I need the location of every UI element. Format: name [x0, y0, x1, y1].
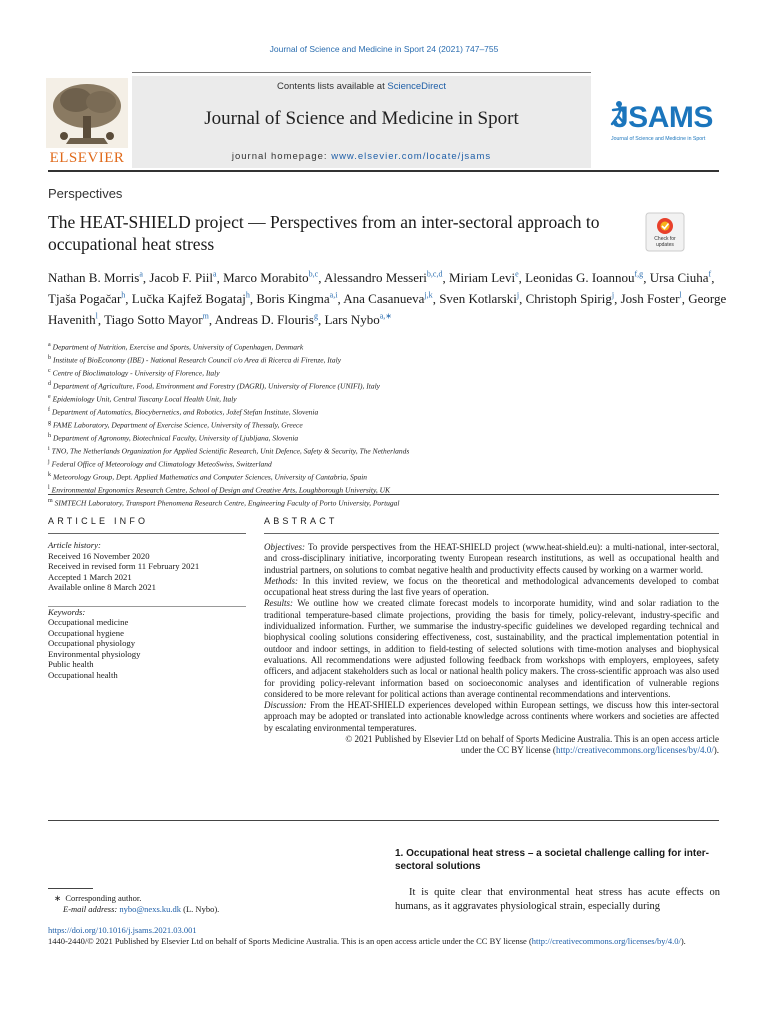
author[interactable]	[132, 291, 250, 306]
footnote-rule	[48, 888, 93, 889]
keyword-item: Occupational physiology	[48, 638, 136, 648]
article-info-heading: ARTICLE INFO	[48, 516, 149, 526]
keywords-label: Keywords:	[48, 606, 86, 617]
abstract-rule	[264, 533, 719, 534]
homepage-label: journal homepage:	[231, 151, 332, 162]
affiliation-text: Environmental Ergonomics Research Centre, School of Design and Creative Arts, Loughborough University, UK	[51, 485, 391, 495]
author-affiliation-marker[interactable]: f	[708, 270, 712, 279]
affiliation-key: g	[48, 420, 51, 426]
author-affiliation-marker[interactable]: b,c,d	[426, 270, 443, 279]
author-affiliation-marker[interactable]: m	[202, 311, 209, 321]
affiliation-text: Institute of BioEconomy (IBE) - National Research Council c/o Area di Ricerca di Firenze, Italy	[53, 355, 342, 365]
affiliation-key: e	[48, 394, 51, 400]
affiliation-key: b	[48, 355, 51, 361]
keyword-item: Public health	[48, 659, 94, 669]
affiliation-key: i	[48, 446, 50, 452]
abstract-body	[264, 542, 719, 757]
author-name: Leonidas G. Ioannou	[525, 270, 635, 286]
affiliation-item	[48, 366, 728, 379]
author-name: Sven Kotlarski	[439, 291, 517, 307]
affiliation-text: Department of Automatics, Biocybernetics, and Robotics, Jožef Stefan Institute, Slovenia	[52, 407, 319, 417]
author-name: Alessandro Messeri	[324, 270, 427, 286]
elsevier-wordmark: ELSEVIER	[49, 150, 125, 166]
contents-prefix: Contents lists available at	[277, 81, 388, 92]
history-list	[48, 551, 248, 593]
author-name: Tjaša Pogačar	[48, 291, 122, 307]
author-name: Marco Morabito	[223, 270, 309, 286]
affiliation-item	[48, 418, 728, 431]
author-affiliation-marker[interactable]: h	[121, 290, 126, 300]
check-for-updates-button[interactable]	[645, 212, 685, 252]
author[interactable]	[650, 270, 712, 285]
results-label: Results:	[264, 598, 293, 609]
affiliation-item	[48, 340, 728, 353]
keywords-rule	[48, 606, 246, 607]
author-name: Tiago Sotto Mayor	[104, 311, 203, 327]
affiliation-key: c	[48, 368, 51, 374]
abstract-methods	[264, 576, 719, 599]
author[interactable]	[149, 270, 216, 285]
affiliation-text: SIMTECH Laboratory, Transport Phenomena Research Centre, Engineering Faculty of Porto University, Portugal	[54, 498, 400, 508]
affiliation-key: k	[48, 472, 51, 478]
affiliation-text: Federal Office of Meteorology and Climatology MeteoSwiss, Switzerland	[51, 459, 272, 469]
copyright-suffix: ).	[713, 745, 719, 756]
sciencedirect-link[interactable]: ScienceDirect	[387, 81, 446, 92]
history-item: Received in revised form 11 February 2021	[48, 561, 200, 571]
journal-title: Journal of Science and Medicine in Sport	[204, 108, 519, 129]
history-item: Available online 8 March 2021	[48, 582, 156, 592]
affiliation-list	[48, 340, 728, 509]
author-affiliation-marker[interactable]: a,i	[329, 290, 338, 300]
affiliation-text: Department of Agronomy, Biotechnical Faculty, University of Ljubljana, Slovenia	[53, 433, 299, 443]
methods-text: In this invited review, we focus on the theoretical and methodological advancements developed to combat occupational heat stress during the last five years of operation.	[264, 575, 719, 598]
affiliation-item	[48, 444, 728, 457]
copyright-prefix: under the CC BY license (	[461, 745, 556, 756]
check-updates-label: Check for updates	[654, 236, 676, 248]
keyword-item: Occupational hygiene	[48, 627, 124, 638]
affiliation-text: Epidemiology Unit, Central Tuscany Local Health Unit, Italy	[52, 394, 237, 404]
article-info-panel	[48, 540, 248, 680]
author-affiliation-marker[interactable]: h	[245, 290, 250, 300]
author[interactable]	[48, 291, 125, 306]
author-name: Boris Kingma	[256, 291, 330, 307]
keyword-list	[48, 617, 248, 680]
cc-license-link[interactable]: http://creativecommons.org/licenses/by/4.0/	[555, 745, 714, 756]
abstract-discussion	[264, 700, 719, 734]
affiliation-item	[48, 379, 728, 392]
affiliation-text: FAME Laboratory, Department of Exercise Science, University of Thessaly, Greece	[53, 420, 303, 430]
author[interactable]	[449, 270, 519, 285]
issn-text: 1440-2440/© 2021 Published by Elsevier Ltd on behalf of Sports Medicine Australia. This is an open access article under the CC BY license (	[48, 936, 532, 946]
corresponding-author-footnote	[54, 893, 374, 915]
header-bottom-rule	[48, 170, 719, 172]
author[interactable]	[215, 312, 318, 327]
author[interactable]	[526, 291, 615, 306]
author-name: Nathan B. Morris	[48, 270, 140, 286]
author-affiliation-marker[interactable]: a,∗	[379, 311, 392, 321]
author[interactable]	[223, 270, 318, 285]
corresponding-label: Corresponding author.	[65, 893, 142, 903]
affiliation-key: m	[48, 498, 53, 504]
section-1-text: It is quite clear that environmental heat stress has acute effects on humans, as it aggravates physiological strain, especially during	[395, 887, 720, 912]
results-text: We outline how we created climate forecast models to incorporate humidity, wind and solar radiation to the traditional temperature-based climate projections, providing the basis for timely, policy-relevant, industry-specific and individualized information. Further, we summarise the industry-specific guidelines we developed regarding technical and biophysical cooling solutions considering effectiveness, cost, sustainability, and the practical implementation potential in outdoor and indoor settings, in addition to field-testing of selected solutions with time-motion analyses and biophysical evaluations. All recommendations were adjusted following feedback from workshops with employers, employees, safety officers, and adjacent stakeholders such as local or national health policy makers. The cross-scientific approach was also used for providing policy-relevant information based on socioeconomic analyses and identification of vulnerable regions considered to be more relevant for political actions than average continental recommendations and interventions.	[264, 598, 719, 699]
affiliation-key: j	[48, 459, 50, 465]
keyword-item: Occupational medicine	[48, 617, 129, 627]
history-item: Received 16 November 2020	[48, 550, 150, 561]
affiliation-text: TNO, The Netherlands Organization for Applied Scientific Research, Unit Defence, Safety & Security, The Netherlands	[51, 446, 410, 456]
objectives-text: To provide perspectives from the HEAT-SHIELD project (www.heat-shield.eu): a multi-national, inter-sectoral, and cross-disciplinary initiative, incorporating twenty European research institutions, as well as occupational health and industrial partners, on solutions to combat negative health and productivity effects caused by working on a warmer world.	[264, 542, 719, 575]
section-1-heading: 1. Occupational heat stress – a societal challenge calling for inter-sectoral solutions	[395, 848, 709, 872]
discussion-label: Discussion:	[264, 700, 307, 711]
issn-license-line	[48, 936, 728, 947]
affiliation-key: h	[48, 433, 51, 439]
affiliation-key: l	[48, 485, 50, 491]
author-name: Miriam Levi	[448, 270, 516, 286]
abstract-objectives	[264, 542, 719, 576]
author[interactable]	[256, 291, 337, 306]
section-divider	[48, 494, 719, 495]
doi-link[interactable]: https://doi.org/10.1016/j.jsams.2021.03.001	[48, 925, 197, 935]
affiliation-text: Department of Agriculture, Food, Environment and Forestry (DAGRI), University of Florence (UNIFI), Italy	[53, 381, 381, 391]
author-affiliation-marker[interactable]: e	[515, 270, 519, 279]
jsams-logo-subtitle: Journal of Science and Medicine in Sport	[611, 136, 706, 142]
journal-reference[interactable]: Journal of Science and Medicine in Sport 24 (2021) 747–755	[269, 44, 499, 54]
author[interactable]	[343, 291, 432, 306]
author-affiliation-marker[interactable]: j	[611, 290, 615, 300]
author-affiliation-marker[interactable]: a	[213, 270, 217, 279]
article-title: The HEAT-SHIELD project — Perspectives from an inter-sectoral approach to occupational heat stress	[48, 212, 600, 254]
journal-homepage-line	[132, 151, 591, 162]
author-name: Jacob F. Piil	[149, 270, 214, 286]
author-affiliation-marker[interactable]: f,g	[634, 270, 644, 279]
affiliation-text: Centre of Bioclimatology - University of Florence, Italy	[52, 368, 220, 378]
affiliation-key: d	[48, 381, 51, 387]
article-type: Perspectives	[48, 186, 123, 201]
affiliation-item	[48, 431, 728, 444]
section-divider-2	[48, 820, 719, 821]
copyright-line-1: © 2021 Published by Elsevier Ltd on behalf of Sports Medicine Australia. This is an open access article	[345, 734, 719, 745]
history-item: Accepted 1 March 2021	[48, 571, 132, 582]
abstract-heading: ABSTRACT	[264, 516, 338, 526]
author-name: Ana Casanueva	[343, 291, 425, 307]
author-affiliation-marker[interactable]: g	[313, 311, 318, 321]
author-affiliation-marker[interactable]: a	[139, 270, 143, 279]
journal-homepage-link[interactable]: www.elsevier.com/locate/jsams	[331, 151, 492, 162]
author-affiliation-marker[interactable]: b,c	[308, 270, 319, 279]
keyword-item: Environmental physiology	[48, 648, 141, 659]
affiliation-text: Department of Nutrition, Exercise and Sports, University of Copenhagen, Denmark	[52, 342, 304, 352]
author[interactable]	[48, 270, 143, 285]
issn-license-link[interactable]: http://creativecommons.org/licenses/by/4.0/	[531, 936, 681, 946]
discussion-text: From the HEAT-SHIELD experiences developed within European settings, we discuss how this inter-sectoral approach may be adopted or translated into actionable knowledge across continents where workers and societies are affected by escalating environmental temperatures.	[264, 700, 719, 733]
jsams-logo-text: JSAMS	[612, 101, 713, 134]
keyword-item: Occupational health	[48, 669, 118, 680]
author-name: Lučka Kajfež Bogataj	[131, 291, 246, 307]
author-name: Andreas D. Flouris	[214, 311, 314, 327]
objectives-label: Objectives:	[264, 542, 305, 552]
affiliation-item	[48, 353, 728, 366]
author[interactable]	[324, 270, 442, 285]
author-list: Nathan B. Morris$^a$, Jacob F. Piil$^a$, Marco Morabito$^{b,c}$, Alessandro Messeri$^{b,c,d}$, Miriam Levi$^e$, Leonidas G. Ioannou$^{f,g}$, Ursa Ciuha$^f$, Tjaša Pogačar$^h$, Lučka Kajfež Bogataj$^h$, Boris Kingma$^{a,i}$, Ana Casanueva$^{j,k}$, Sven Kotlarski$^j$, Christoph Spirig$^j$, Josh Foster$^l$, George Havenith$^l$, Tiago Sotto Mayor$^m$, Andreas D. Flouris$^g$, Lars Nybo$^{a,∗}$	[48, 270, 727, 327]
affiliation-key: a	[48, 342, 51, 348]
affiliation-item	[48, 470, 728, 483]
affiliation-item	[48, 496, 728, 509]
methods-label: Methods:	[264, 575, 298, 586]
footnote-marker: ∗	[54, 893, 62, 903]
header-top-rule	[132, 72, 591, 73]
jsams-logo[interactable]	[608, 100, 724, 150]
issn-suffix: ).	[680, 936, 686, 946]
affiliation-text: Meteorology Group, Dept. Applied Mathematics and Computer Sciences, University of Cantabria, Spain	[53, 472, 368, 482]
affiliation-item	[48, 405, 728, 418]
author-name: George Havenith	[48, 291, 727, 327]
author-name: Lars Nybo	[324, 311, 380, 327]
affiliation-key: f	[48, 407, 50, 413]
author[interactable]	[104, 312, 209, 327]
author[interactable]	[324, 312, 392, 327]
author[interactable]	[621, 291, 682, 306]
abstract-results	[264, 598, 719, 700]
author-affiliation-marker[interactable]: l	[679, 290, 682, 300]
author-name: Ursa Ciuha	[649, 270, 709, 286]
abstract-copyright	[264, 734, 719, 757]
author[interactable]	[525, 270, 643, 285]
email-label: E-mail address:	[63, 904, 118, 914]
affiliation-item	[48, 457, 728, 470]
author[interactable]	[439, 291, 519, 306]
article-info-rule	[48, 533, 246, 534]
contents-line	[132, 81, 591, 92]
author-affiliation-marker[interactable]: j	[516, 290, 520, 300]
author-affiliation-marker[interactable]: j,k	[424, 290, 433, 300]
corresponding-email-link[interactable]: nybo@nexs.ku.dk	[119, 904, 182, 914]
affiliation-item	[48, 392, 728, 405]
author-name: Josh Foster	[620, 291, 680, 307]
history-label: Article history:	[48, 540, 101, 550]
author-name: Christoph Spirig	[525, 291, 612, 307]
author-affiliation-marker[interactable]: l	[95, 311, 98, 321]
email-suffix: (L. Nybo).	[181, 904, 220, 914]
